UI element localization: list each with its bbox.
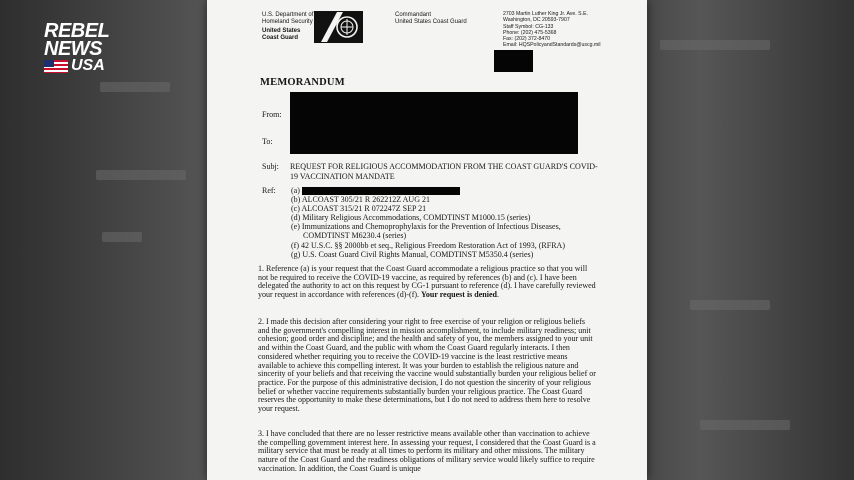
background-blur-line (700, 420, 790, 430)
reference-item: (c) ALCOAST 315/21 R 072247Z SEP 21 (291, 204, 427, 214)
reference-item: (e) Immunizations and Chemoprophylaxis for the Prevention of Infectious Diseases, (291, 222, 561, 232)
subject-text: REQUEST FOR RELIGIOUS ACCOMMODATION FROM THE COAST GUARD'S COVID-19 VACCINATION MANDATE (290, 162, 598, 181)
reference-item: COMDTINST M6230.4 (series) (291, 231, 407, 241)
department-header (262, 12, 313, 42)
logo-line-3: USA (71, 57, 105, 74)
reference-label: Ref: (262, 186, 276, 195)
paragraph-3: 3. I have concluded that there are no lesser restrictive means available other than vaccination to achieve the compelling government interest here. In assessing your request, I considered that the Coast Guard is a military service that must be ready at all times to perform its military and other missions. The military nature of the Coast Guard and the readiness obligations of military service would likely suffice to require vaccination. In addition, the Coast Guard is unique (258, 429, 596, 473)
department-line: Homeland Security (262, 19, 313, 25)
background-blur-line (96, 170, 186, 180)
background-blur-line (100, 82, 170, 92)
address-line: Phone: (202) 475-5368 (503, 29, 557, 36)
coast-guard-seal-icon (314, 11, 363, 43)
memo-title: MEMORANDUM (260, 77, 345, 88)
agency-line: United States (262, 28, 301, 34)
decision-statement: Your request is denied (421, 290, 497, 300)
background-blur-line (102, 232, 142, 242)
address-line: Washington, DC 20593-7907 (503, 17, 570, 24)
logo-line-2: NEWS (44, 38, 102, 60)
redaction-block (302, 187, 460, 195)
logo-line-1: REBEL (44, 20, 110, 42)
address-line: Email: HQSPolicyandStandards@uscg.mil (503, 42, 601, 49)
address-line: Staff Symbol: CG-133 (503, 23, 554, 30)
reference-item: (b) ALCOAST 305/21 R 262212Z AUG 21 (291, 195, 430, 205)
rebel-news-logo (44, 22, 116, 73)
command-line: Commandant (395, 12, 432, 18)
command-header (395, 12, 467, 26)
reference-item: (g) U.S. Coast Guard Civil Rights Manual, COMDTINST M5350.4 (series) (291, 249, 534, 259)
redaction-block (494, 50, 533, 72)
department-line: U.S. Department of (262, 12, 314, 18)
from-label: From: (262, 110, 282, 119)
to-label: To: (262, 137, 273, 146)
address-line: Fax: (202) 372-8470 (503, 36, 551, 43)
agency-line: Coast Guard (262, 35, 299, 41)
memorandum-document (207, 0, 647, 480)
paragraph-1-text: 1. Reference (a) is your request that the Coast Guard accommodate a religious practice so that you will not be required to receive the COVID-19 vaccine, as required by references (b) and (c). I have been delegated the authority to act on this request by CG-1 pursuant to reference (d). I have carefully reviewed your request in accordance with references (d)-(f). (258, 264, 596, 300)
paragraph-1 (258, 265, 598, 300)
reference-item: (a) (291, 186, 300, 195)
command-line: United States Coast Guard (395, 19, 467, 25)
reference-list (291, 186, 565, 259)
redaction-block (290, 92, 578, 154)
reference-item: (d) Military Religious Accommodations, COMDTINST M1000.15 (series) (291, 213, 531, 223)
paragraph-1-end: . (496, 290, 499, 300)
paragraph-2: 2. I made this decision after considering your right to free exercise of your religion or religious beliefs and the government's compelling interest in mission accomplishment, to include military readiness; unit cohesion; good order and discipline; and the health and safety of you, the members assigned to your unit and within the Coast Guard, and the public with whom the Coast Guard regularly interacts. I then considered whether requiring you to receive the COVID-19 vaccine is the least restrictive means available to achieve this compelling interest. It was your burden to establish the religious nature and sincerity of your beliefs and that receiving the vaccine would substantially burden your religious belief or practice. For the purpose of this administrative decision, I do not question the sincerity of your religious belief or whether vaccine requirements substantially burden your religious practice. The Coast Guard reserves the opportunity to make these determinations, but I do not need to address them here to resolve your request. (258, 317, 596, 414)
background-blur-line (690, 300, 770, 310)
address-block (503, 11, 601, 49)
address-line: 2703 Martin Luther King Jr. Ave. S.E. (503, 11, 588, 17)
subject-label: Subj: (262, 162, 279, 171)
background-blur-line (660, 40, 770, 50)
reference-item: (f) 42 U.S.C. §§ 2000bb et seq., Religious Freedom Restoration Act of 1993, (RFRA) (291, 240, 565, 250)
us-flag-icon (44, 60, 68, 73)
